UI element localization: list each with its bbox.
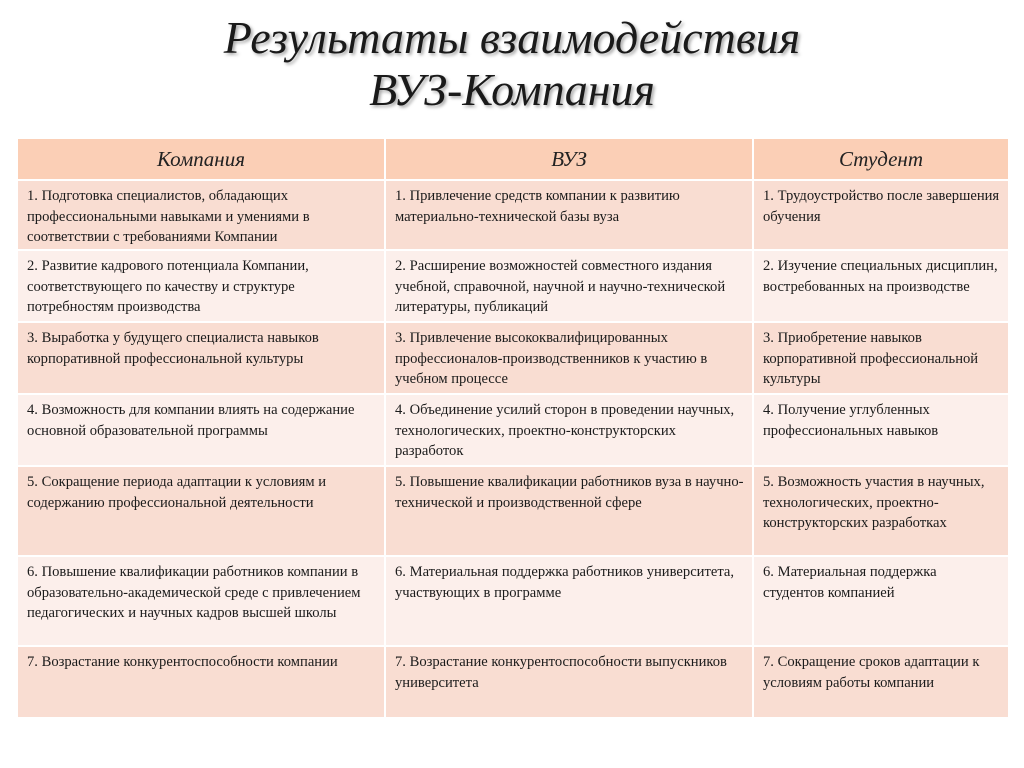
cell-student: 1. Трудоустройство после завершения обучения <box>753 180 1009 250</box>
cell-university: 6. Материальная поддержка работников университета, участвующих в программе <box>385 556 753 646</box>
header-company: Компания <box>17 138 385 180</box>
cell-student: 3. Приобретение навыков корпоративной профессиональной культуры <box>753 322 1009 394</box>
results-table <box>16 137 1010 719</box>
cell-university: 4. Объединение усилий сторон в проведении научных, технологических, проектно-конструкторских разработок <box>385 394 753 466</box>
table-row <box>17 394 1009 466</box>
cell-university: 7. Возрастание конкурентоспособности выпускников университета <box>385 646 753 718</box>
cell-university: 1. Привлечение средств компании к развитию материально-технической базы вуза <box>385 180 753 250</box>
cell-company: 5. Сокращение периода адаптации к условиям и содержанию профессиональной деятельности <box>17 466 385 556</box>
cell-student: 6. Материальная поддержка студентов компанией <box>753 556 1009 646</box>
table-row <box>17 646 1009 718</box>
cell-student: 2. Изучение специальных дисциплин, востребованных на производстве <box>753 250 1009 322</box>
cell-university: 5. Повышение квалификации работников вуза в научно-технической и производственной сфере <box>385 466 753 556</box>
cell-company: 1. Подготовка специалистов, обладающих профессиональными навыками и умениями в соответствии с требованиями Компании <box>17 180 385 250</box>
cell-university: 2. Расширение возможностей совместного издания учебной, справочной, научной и научно-технической литературы, публикаций <box>385 250 753 322</box>
table-row <box>17 250 1009 322</box>
cell-student: 5. Возможность участия в научных, технологических, проектно-конструкторских разработках <box>753 466 1009 556</box>
table-row <box>17 180 1009 250</box>
title-line-2: ВУЗ-Компания <box>369 64 655 115</box>
table-row <box>17 322 1009 394</box>
cell-company: 6. Повышение квалификации работников компании в образовательно-академической среде с привлечением педагогических и научных кадров высшей школы <box>17 556 385 646</box>
header-university: ВУЗ <box>385 138 753 180</box>
cell-student: 4. Получение углубленных профессиональных навыков <box>753 394 1009 466</box>
header-student: Студент <box>753 138 1009 180</box>
cell-university: 3. Привлечение высококвалифицированных профессионалов-производственников к участию в учебном процессе <box>385 322 753 394</box>
cell-company: 7. Возрастание конкурентоспособности компании <box>17 646 385 718</box>
cell-company: 4. Возможность для компании влиять на содержание основной образовательной программы <box>17 394 385 466</box>
cell-company: 2. Развитие кадрового потенциала Компании, соответствующего по качеству и структуре потребностям производства <box>17 250 385 322</box>
table-header-row <box>17 138 1009 180</box>
table-row <box>17 466 1009 556</box>
cell-student: 7. Сокращение сроков адаптации к условиям работы компании <box>753 646 1009 718</box>
page-title <box>0 12 1024 116</box>
title-line-1: Результаты взаимодействия <box>223 12 801 63</box>
table-row <box>17 556 1009 646</box>
cell-company: 3. Выработка у будущего специалиста навыков корпоративной профессиональной культуры <box>17 322 385 394</box>
